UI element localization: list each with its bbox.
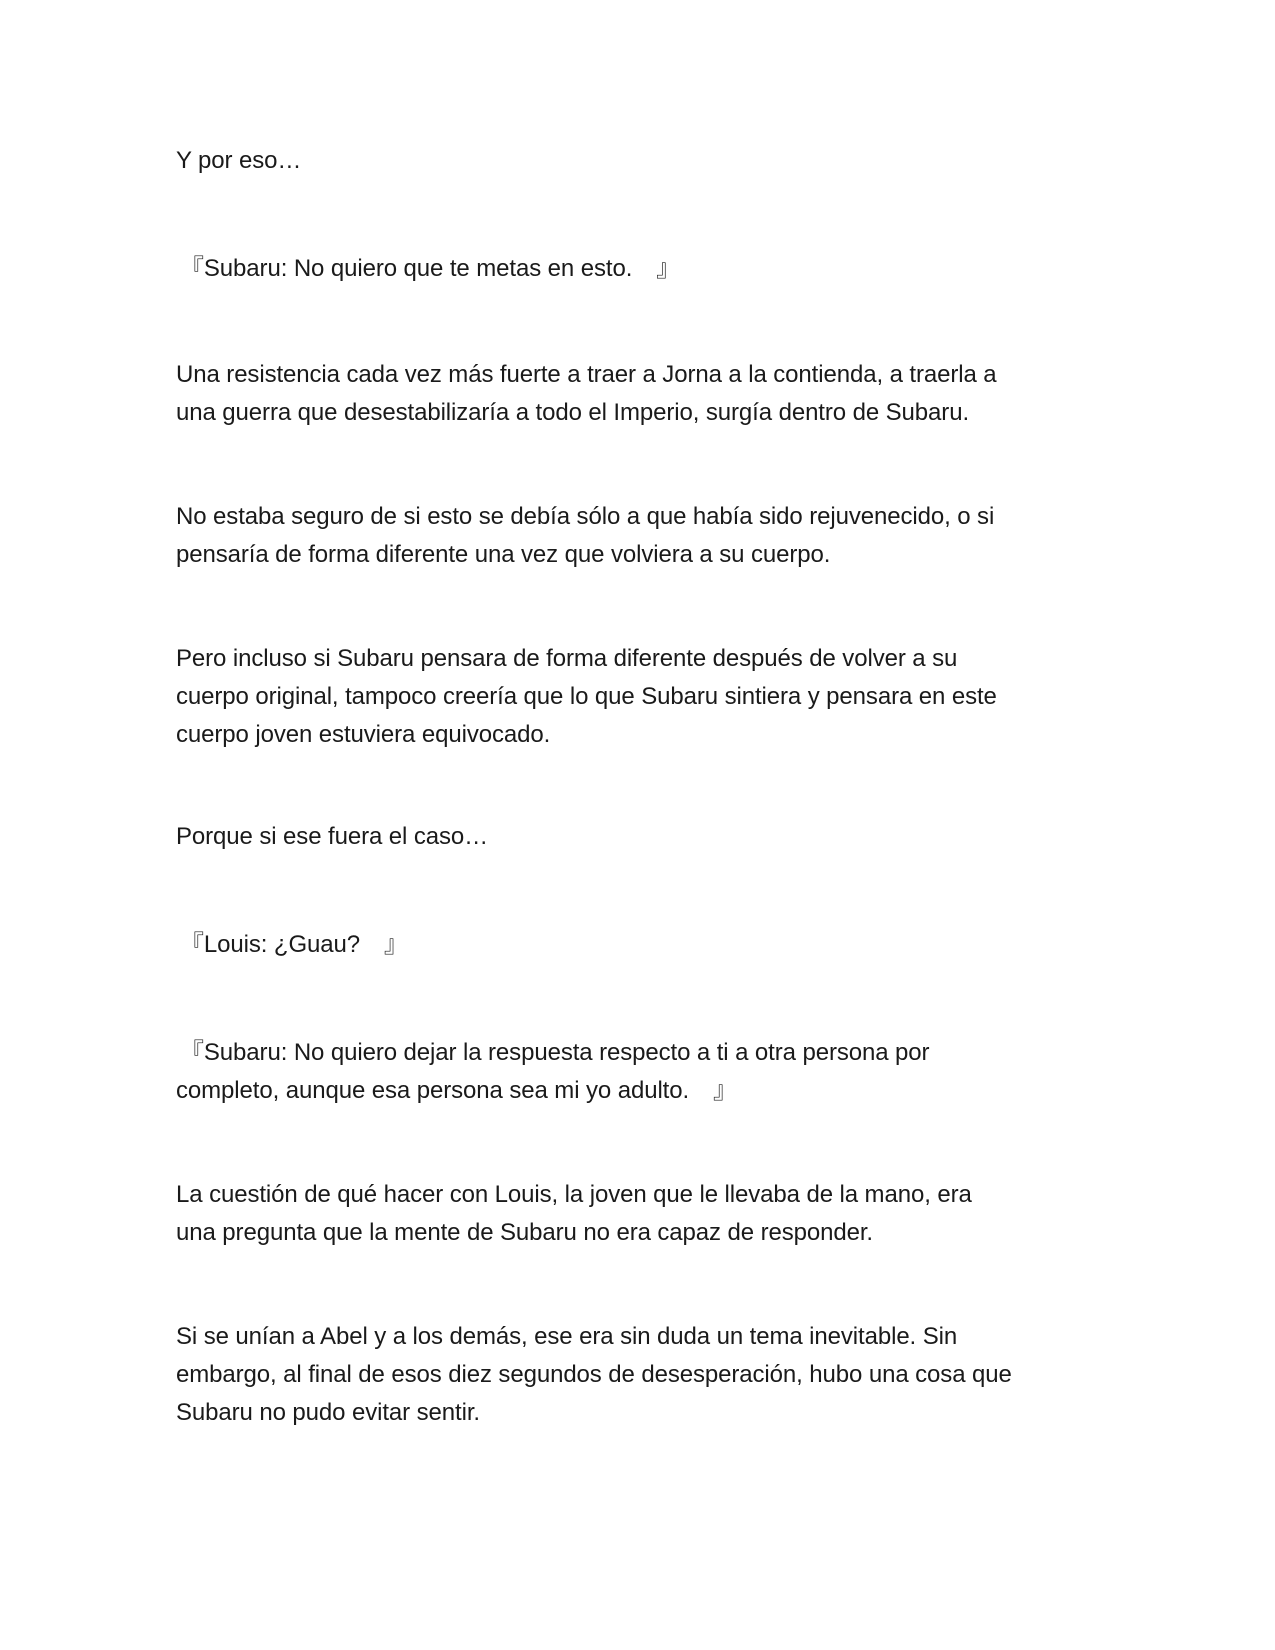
paragraph-4 — [176, 498, 1106, 574]
paragraph-9 — [176, 1176, 1106, 1252]
text-line: Si se unían a Abel y a los demás, ese era sin duda un tema inevitable. Sin — [176, 1323, 958, 1350]
paragraph-5 — [176, 640, 1106, 754]
text-line: Y por eso… — [176, 147, 302, 174]
paragraph-6 — [176, 818, 1106, 856]
text-line: Porque si ese fuera el caso… — [176, 823, 489, 850]
paragraph-3 — [176, 356, 1106, 432]
text-line: Subaru no pudo evitar sentir. — [176, 1399, 480, 1426]
text-line: 『Louis: ¿Guau? 』 — [180, 931, 408, 958]
text-line: Pero incluso si Subaru pensara de forma diferente después de volver a su — [176, 645, 958, 672]
text-line: una guerra que desestabilizaría a todo el Imperio, surgía dentro de Subaru. — [176, 399, 970, 426]
text-line: 『Subaru: No quiero dejar la respuesta respecto a ti a otra persona por — [180, 1039, 930, 1066]
dialogue-subaru-2 — [176, 1034, 1106, 1110]
text-line: completo, aunque esa persona sea mi yo adulto. 』 — [176, 1077, 737, 1104]
text-line: 『Subaru: No quiero que te metas en esto. 』 — [180, 255, 681, 282]
text-line: Una resistencia cada vez más fuerte a traer a Jorna a la contienda, a traerla a — [176, 361, 997, 388]
text-line: una pregunta que la mente de Subaru no era capaz de responder. — [176, 1219, 873, 1246]
text-line: No estaba seguro de si esto se debía sólo a que había sido rejuvenecido, o si — [176, 503, 995, 530]
text-line: La cuestión de qué hacer con Louis, la joven que le llevaba de la mano, era — [176, 1181, 972, 1208]
paragraph-1 — [176, 142, 1106, 180]
text-line: cuerpo joven estuviera equivocado. — [176, 721, 551, 748]
dialogue-louis — [180, 926, 1110, 964]
paragraph-10 — [176, 1318, 1106, 1432]
text-line: embargo, al final de esos diez segundos de desesperación, hubo una cosa que — [176, 1361, 1012, 1388]
text-line: cuerpo original, tampoco creería que lo que Subaru sintiera y pensara en este — [176, 683, 997, 710]
text-line: pensaría de forma diferente una vez que volviera a su cuerpo. — [176, 541, 831, 568]
dialogue-subaru-1 — [180, 250, 1110, 288]
